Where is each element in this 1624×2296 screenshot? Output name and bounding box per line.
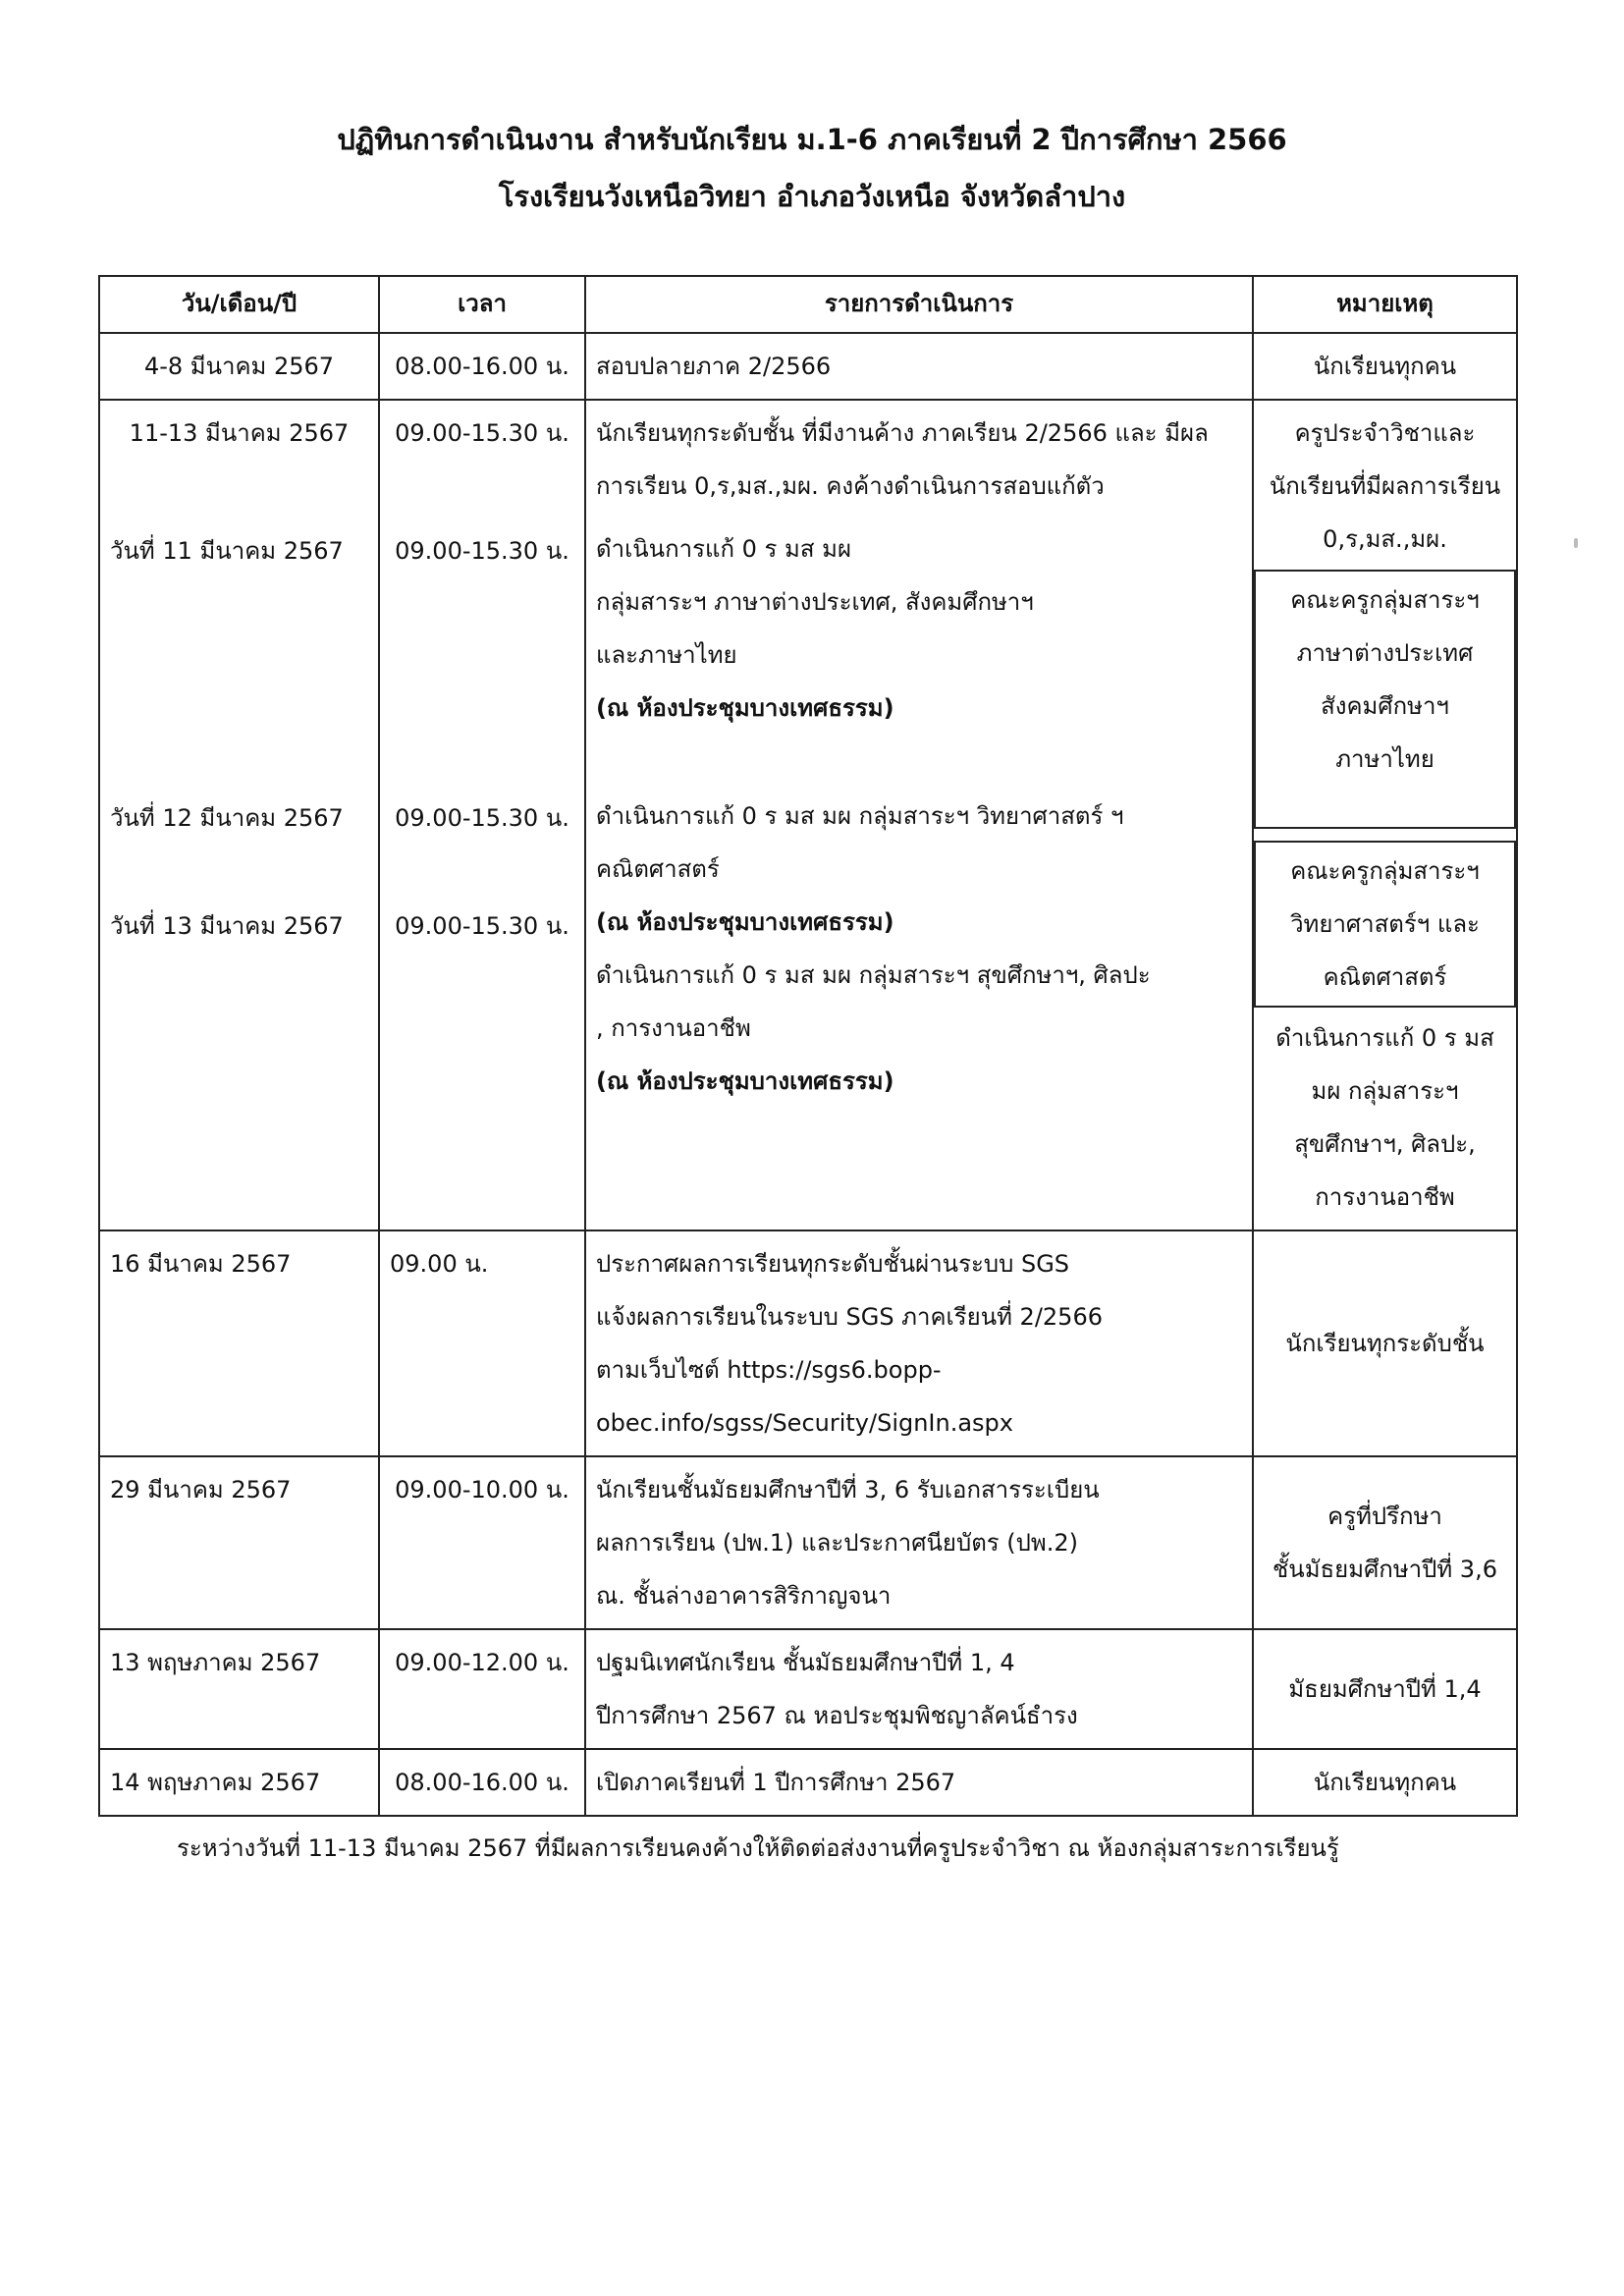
- spacer: [1264, 786, 1506, 825]
- page-subtitle: โรงเรียนวังเหนือวิทยา อำเภอวังเหนือ จังหวัดลำปาง: [498, 180, 1126, 213]
- row-date: 13 พฤษภาคม 2567: [99, 1629, 379, 1749]
- sub-note-13-line4: การงานอาชีพ: [1315, 1183, 1455, 1211]
- table-row: [99, 333, 1517, 400]
- sub-time-11: 09.00-15.30 น.: [395, 537, 569, 565]
- sub-note-12-line1: คณะครูกลุ่มสาระฯ: [1290, 857, 1480, 885]
- schedule-table: [98, 275, 1518, 1817]
- sub-note-13-line3: สุขศึกษาฯ, ศิลปะ,: [1294, 1130, 1476, 1158]
- column-header-time: เวลา: [379, 276, 585, 333]
- sub-note-13: [1264, 1008, 1506, 1224]
- row-activity: สอบปลายภาค 2/2566: [585, 333, 1253, 400]
- row-time: 09.00-12.00 น.: [379, 1629, 585, 1749]
- row-date: 14 พฤษภาคม 2567: [99, 1749, 379, 1816]
- sub-activity-11-line2: กลุ่มสาระฯ ภาษาต่างประเทศ, สังคมศึกษาฯ: [596, 588, 1034, 616]
- row-activity: เปิดภาคเรียนที่ 1 ปีการศึกษา 2567: [585, 1749, 1253, 1816]
- sub-venue-11: (ณ ห้องประชุมบางเทศธรรม): [596, 694, 894, 722]
- activity-line: ประกาศผลการเรียนทุกระดับชั้นผ่านระบบ SGS: [596, 1250, 1070, 1278]
- page-title: ปฏิทินการดำเนินงาน สำหรับนักเรียน ม.1-6 ภาคเรียนที่ 2 ปีการศึกษา 2566: [337, 123, 1287, 156]
- row-time: 09.00-10.00 น.: [379, 1456, 585, 1629]
- sub-note-12: [1254, 841, 1516, 1008]
- sub-note-11-line2: ภาษาต่างประเทศ: [1296, 639, 1474, 667]
- row-date: 29 มีนาคม 2567: [99, 1456, 379, 1629]
- row-activity: [585, 400, 1253, 1230]
- row-activity: [585, 1629, 1253, 1749]
- activity-line: ปีการศึกษา 2567 ณ หอประชุมพิชญาลัคน์ธำรง: [596, 1702, 1078, 1729]
- row-date-range: 11-13 มีนาคม 2567: [129, 419, 350, 447]
- footer-note: ระหว่างวันที่ 11-13 มีนาคม 2567 ที่มีผลการเรียนคงค้างให้ติดต่อส่งงานที่ครูประจำวิชา ณ ห้องกลุ่มสาระการเรียนรู้: [177, 1834, 1339, 1862]
- row-activity: [585, 1230, 1253, 1456]
- note-line: ชั้นมัธยมศึกษาปีที่ 3,6: [1272, 1556, 1497, 1583]
- sub-activity-12-line2: คณิตศาสตร์: [596, 855, 720, 883]
- row-time: [379, 400, 585, 1230]
- activity-line: นักเรียนชั้นมัธยมศึกษาปีที่ 3, 6 รับเอกสารระเบียน: [596, 1476, 1100, 1503]
- sub-note-11-line4: ภาษาไทย: [1335, 745, 1435, 773]
- row-time-range: 09.00-15.30 น.: [395, 419, 569, 447]
- sub-note-12-line2: วิทยาศาสตร์ฯ และ: [1290, 910, 1480, 938]
- column-header-note: หมายเหตุ: [1253, 276, 1517, 333]
- sub-date-13: วันที่ 13 มีนาคม 2567: [110, 912, 344, 940]
- sub-note-13-line2: มผ กลุ่มสาระฯ: [1311, 1077, 1459, 1105]
- activity-line: แจ้งผลการเรียนในระบบ SGS ภาคเรียนที่ 2/2566: [596, 1303, 1103, 1331]
- row-date: 4-8 มีนาคม 2567: [99, 333, 379, 400]
- row-activity-text: นักเรียนทุกระดับชั้น ที่มีงานค้าง ภาคเรียน 2/2566 และ มีผลการเรียน 0,ร,มส.,มผ. คงค้างดำเนินการสอบแก้ตัว: [596, 419, 1209, 500]
- row-note: นักเรียนทุกคน: [1253, 1749, 1517, 1816]
- column-header-date: วัน/เดือน/ปี: [99, 276, 379, 333]
- table-row: [99, 400, 1517, 1230]
- row-note: มัธยมศึกษาปีที่ 1,4: [1253, 1629, 1517, 1749]
- sub-time-12: 09.00-15.30 น.: [395, 804, 569, 832]
- table-row: [99, 1629, 1517, 1749]
- row-date: 16 มีนาคม 2567: [99, 1230, 379, 1456]
- row-time: 09.00 น.: [379, 1230, 585, 1456]
- sub-note-12-line3: คณิตศาสตร์: [1323, 963, 1447, 991]
- activity-line: ผลการเรียน (ปพ.1) และประกาศนียบัตร (ปพ.2): [596, 1529, 1078, 1557]
- table-row: [99, 1230, 1517, 1456]
- sub-activity-13-line1: ดำเนินการแก้ 0 ร มส มผ กลุ่มสาระฯ สุขศึกษาฯ, ศิลปะ: [596, 961, 1151, 989]
- sub-note-13-line1: ดำเนินการแก้ 0 ร มส: [1275, 1024, 1494, 1052]
- row-note: [1253, 400, 1517, 1230]
- table-row: [99, 1456, 1517, 1629]
- sub-date-12: วันที่ 12 มีนาคม 2567: [110, 804, 344, 832]
- row-note: นักเรียนทุกคน: [1253, 333, 1517, 400]
- sub-time-13: 09.00-15.30 น.: [395, 912, 569, 940]
- row-note-text: ครูประจำวิชาและนักเรียนที่มีผลการเรียน 0,ร,มส.,มผ.: [1269, 419, 1501, 553]
- table-row: [99, 1749, 1517, 1816]
- column-header-activity: รายการดำเนินการ: [585, 276, 1253, 333]
- activity-line: ตามเว็บไซต์ https://sgs6.bopp-: [596, 1356, 942, 1384]
- sub-note-11: [1254, 570, 1516, 829]
- sub-note-11-line1: คณะครูกลุ่มสาระฯ: [1290, 586, 1480, 614]
- activity-line: ปฐมนิเทศนักเรียน ชั้นมัธยมศึกษาปีที่ 1, 4: [596, 1649, 1015, 1676]
- table-header-row: [99, 276, 1517, 333]
- row-note: นักเรียนทุกระดับชั้น: [1253, 1230, 1517, 1456]
- note-line: ครูที่ปรึกษา: [1327, 1503, 1442, 1530]
- sub-activity-11-line3: และภาษาไทย: [596, 641, 737, 669]
- sub-activity-12-line1: ดำเนินการแก้ 0 ร มส มผ กลุ่มสาระฯ วิทยาศาสตร์ ฯ: [596, 802, 1124, 830]
- sub-note-11-line3: สังคมศึกษาฯ: [1321, 692, 1449, 720]
- activity-line: ณ. ชั้นล่างอาคารสิริกาญจนา: [596, 1582, 892, 1610]
- sub-date-11: วันที่ 11 มีนาคม 2567: [110, 537, 344, 565]
- row-time: 08.00-16.00 น.: [379, 333, 585, 400]
- sub-venue-12: (ณ ห้องประชุมบางเทศธรรม): [596, 908, 894, 936]
- sub-activity-13-line2: , การงานอาชีพ: [596, 1014, 751, 1042]
- sub-activity-11-line1: ดำเนินการแก้ 0 ร มส มผ: [596, 535, 852, 563]
- activity-line: obec.info/sgss/Security/SignIn.aspx: [596, 1409, 1013, 1437]
- row-note: [1253, 1456, 1517, 1629]
- row-activity: [585, 1456, 1253, 1629]
- sub-venue-13: (ณ ห้องประชุมบางเทศธรรม): [596, 1067, 894, 1095]
- row-date: [99, 400, 379, 1230]
- row-time: 08.00-16.00 น.: [379, 1749, 585, 1816]
- scan-speck: [1574, 538, 1578, 548]
